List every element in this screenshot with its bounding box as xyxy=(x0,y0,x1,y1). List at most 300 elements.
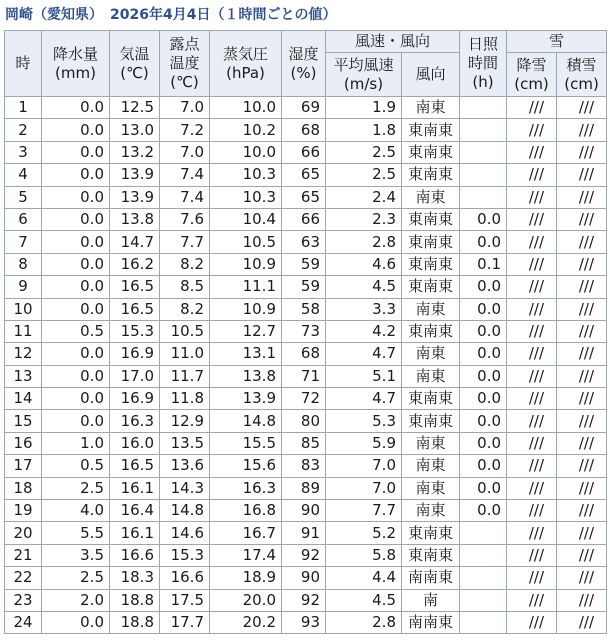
table-row xyxy=(5,522,607,544)
sunshine-cell xyxy=(460,119,507,141)
table-row xyxy=(5,253,607,275)
dewpoint-cell: 12.9 xyxy=(160,410,210,432)
precip-cell: 2.5 xyxy=(42,477,110,499)
wind-speed-cell: 4.6 xyxy=(326,253,402,275)
dewpoint-cell: 13.5 xyxy=(160,432,210,454)
table-row xyxy=(5,611,607,633)
wind-direction-cell: 南東 xyxy=(402,186,460,208)
precip-cell: 5.5 xyxy=(42,522,110,544)
hour-cell: 19 xyxy=(5,500,42,522)
sunshine-cell xyxy=(460,141,507,163)
snowfall-cell: /// xyxy=(507,141,557,163)
vapor-cell: 18.9 xyxy=(210,567,282,589)
hour-cell: 18 xyxy=(5,477,42,499)
snowfall-cell: /// xyxy=(507,276,557,298)
humidity-cell: 66 xyxy=(282,141,326,163)
hour-cell: 20 xyxy=(5,522,42,544)
humidity-cell: 65 xyxy=(282,186,326,208)
wind-speed-cell: 5.2 xyxy=(326,522,402,544)
snowfall-cell: /// xyxy=(507,298,557,320)
humidity-cell: 72 xyxy=(282,388,326,410)
vapor-cell: 10.2 xyxy=(210,119,282,141)
dewpoint-cell: 11.7 xyxy=(160,365,210,387)
humidity-cell: 65 xyxy=(282,164,326,186)
temp-cell: 12.5 xyxy=(110,97,160,119)
wind-speed-cell: 7.0 xyxy=(326,455,402,477)
wind-speed-cell: 1.9 xyxy=(326,97,402,119)
wind-direction-cell: 南 xyxy=(402,589,460,611)
table-row xyxy=(5,388,607,410)
sunshine-cell: 0.0 xyxy=(460,455,507,477)
humidity-cell: 59 xyxy=(282,253,326,275)
hour-cell: 13 xyxy=(5,365,42,387)
table-row xyxy=(5,97,607,119)
dewpoint-cell: 7.4 xyxy=(160,164,210,186)
header-hour: 時 xyxy=(5,31,42,97)
vapor-cell: 16.7 xyxy=(210,522,282,544)
wind-direction-cell: 南東 xyxy=(402,298,460,320)
precip-cell: 3.5 xyxy=(42,544,110,566)
snowfall-cell: /// xyxy=(507,365,557,387)
vapor-cell: 11.1 xyxy=(210,276,282,298)
wind-speed-cell: 4.4 xyxy=(326,567,402,589)
wind-speed-cell: 4.2 xyxy=(326,320,402,342)
header-snowfall: 降雪 (cm) xyxy=(507,53,557,97)
wind-direction-cell: 南東 xyxy=(402,365,460,387)
temp-cell: 14.7 xyxy=(110,231,160,253)
dewpoint-cell: 7.0 xyxy=(160,141,210,163)
vapor-cell: 10.0 xyxy=(210,97,282,119)
table-row xyxy=(5,477,607,499)
humidity-cell: 68 xyxy=(282,343,326,365)
temp-cell: 16.0 xyxy=(110,432,160,454)
humidity-cell: 90 xyxy=(282,500,326,522)
vapor-cell: 10.9 xyxy=(210,298,282,320)
wind-speed-cell: 5.3 xyxy=(326,410,402,432)
vapor-cell: 15.5 xyxy=(210,432,282,454)
table-row xyxy=(5,365,607,387)
vapor-cell: 10.9 xyxy=(210,253,282,275)
snow-depth-cell: /// xyxy=(557,231,607,253)
humidity-cell: 73 xyxy=(282,320,326,342)
temp-cell: 13.9 xyxy=(110,164,160,186)
temp-cell: 16.9 xyxy=(110,388,160,410)
precip-cell: 0.0 xyxy=(42,410,110,432)
vapor-cell: 10.4 xyxy=(210,208,282,230)
hour-cell: 22 xyxy=(5,567,42,589)
hour-cell: 14 xyxy=(5,388,42,410)
snow-depth-cell: /// xyxy=(557,365,607,387)
sunshine-cell: 0.0 xyxy=(460,231,507,253)
table-row xyxy=(5,500,607,522)
snowfall-cell: /// xyxy=(507,119,557,141)
table-row xyxy=(5,208,607,230)
snowfall-cell: /// xyxy=(507,522,557,544)
wind-speed-cell: 2.5 xyxy=(326,141,402,163)
snowfall-cell: /// xyxy=(507,455,557,477)
snowfall-cell: /// xyxy=(507,477,557,499)
snowfall-cell: /// xyxy=(507,544,557,566)
precip-cell: 0.0 xyxy=(42,298,110,320)
dewpoint-cell: 16.6 xyxy=(160,567,210,589)
table-row xyxy=(5,231,607,253)
humidity-cell: 89 xyxy=(282,477,326,499)
wind-speed-cell: 4.5 xyxy=(326,276,402,298)
header-vapor: 蒸気圧 (hPa) xyxy=(210,31,282,97)
vapor-cell: 10.3 xyxy=(210,164,282,186)
sunshine-cell: 0.0 xyxy=(460,432,507,454)
sunshine-cell: 0.1 xyxy=(460,253,507,275)
dewpoint-cell: 7.2 xyxy=(160,119,210,141)
snow-depth-cell: /// xyxy=(557,253,607,275)
sunshine-cell xyxy=(460,522,507,544)
dewpoint-cell: 7.6 xyxy=(160,208,210,230)
sunshine-cell: 0.0 xyxy=(460,208,507,230)
header-snow: 雪 xyxy=(507,31,607,53)
hour-cell: 12 xyxy=(5,343,42,365)
precip-cell: 2.0 xyxy=(42,589,110,611)
snow-depth-cell: /// xyxy=(557,320,607,342)
wind-direction-cell: 東南東 xyxy=(402,522,460,544)
wind-speed-cell: 1.8 xyxy=(326,119,402,141)
wind-direction-cell: 南東 xyxy=(402,432,460,454)
temp-cell: 16.5 xyxy=(110,455,160,477)
dewpoint-cell: 15.3 xyxy=(160,544,210,566)
snow-depth-cell: /// xyxy=(557,410,607,432)
hour-cell: 7 xyxy=(5,231,42,253)
table-row xyxy=(5,567,607,589)
temp-cell: 16.3 xyxy=(110,410,160,432)
wind-direction-cell: 南東 xyxy=(402,343,460,365)
header-wind: 風速・風向 xyxy=(326,31,460,53)
temp-cell: 16.6 xyxy=(110,544,160,566)
sunshine-cell xyxy=(460,97,507,119)
snowfall-cell: /// xyxy=(507,589,557,611)
sunshine-cell: 0.0 xyxy=(460,410,507,432)
wind-speed-cell: 2.8 xyxy=(326,611,402,633)
snow-depth-cell: /// xyxy=(557,522,607,544)
table-row xyxy=(5,544,607,566)
snowfall-cell: /// xyxy=(507,410,557,432)
table-row xyxy=(5,119,607,141)
table-row xyxy=(5,455,607,477)
snow-depth-cell: /// xyxy=(557,164,607,186)
dewpoint-cell: 11.0 xyxy=(160,343,210,365)
dewpoint-cell: 8.2 xyxy=(160,253,210,275)
vapor-cell: 20.2 xyxy=(210,611,282,633)
wind-direction-cell: 南南東 xyxy=(402,611,460,633)
humidity-cell: 93 xyxy=(282,611,326,633)
dewpoint-cell: 17.7 xyxy=(160,611,210,633)
precip-cell: 0.0 xyxy=(42,119,110,141)
sunshine-cell xyxy=(460,544,507,566)
humidity-cell: 59 xyxy=(282,276,326,298)
snow-depth-cell: /// xyxy=(557,477,607,499)
wind-direction-cell: 東南東 xyxy=(402,231,460,253)
snow-depth-cell: /// xyxy=(557,611,607,633)
table-row xyxy=(5,164,607,186)
precip-cell: 0.0 xyxy=(42,365,110,387)
vapor-cell: 15.6 xyxy=(210,455,282,477)
vapor-cell: 14.8 xyxy=(210,410,282,432)
humidity-cell: 69 xyxy=(282,97,326,119)
table-row xyxy=(5,432,607,454)
dewpoint-cell: 7.4 xyxy=(160,186,210,208)
dewpoint-cell: 7.0 xyxy=(160,97,210,119)
wind-direction-cell: 東南東 xyxy=(402,276,460,298)
wind-direction-cell: 東南東 xyxy=(402,208,460,230)
wind-direction-cell: 東南東 xyxy=(402,164,460,186)
temp-cell: 16.2 xyxy=(110,253,160,275)
dewpoint-cell: 14.6 xyxy=(160,522,210,544)
hour-cell: 17 xyxy=(5,455,42,477)
precip-cell: 0.0 xyxy=(42,276,110,298)
precip-cell: 1.0 xyxy=(42,432,110,454)
humidity-cell: 71 xyxy=(282,365,326,387)
humidity-cell: 92 xyxy=(282,544,326,566)
snow-depth-cell: /// xyxy=(557,589,607,611)
hour-cell: 6 xyxy=(5,208,42,230)
header-temp: 気温 (℃) xyxy=(110,31,160,97)
sunshine-cell: 0.0 xyxy=(460,320,507,342)
table-row xyxy=(5,410,607,432)
snow-depth-cell: /// xyxy=(557,208,607,230)
header-sunshine: 日照 時間 (h) xyxy=(460,31,507,97)
wind-direction-cell: 東南東 xyxy=(402,119,460,141)
snowfall-cell: /// xyxy=(507,343,557,365)
snowfall-cell: /// xyxy=(507,164,557,186)
hour-cell: 3 xyxy=(5,141,42,163)
page-title: 岡崎（愛知県） 2026年4月4日（１時間ごとの値） xyxy=(5,7,337,23)
wind-direction-cell: 南東 xyxy=(402,97,460,119)
temp-cell: 17.0 xyxy=(110,365,160,387)
hour-cell: 23 xyxy=(5,589,42,611)
hour-cell: 16 xyxy=(5,432,42,454)
humidity-cell: 91 xyxy=(282,522,326,544)
snow-depth-cell: /// xyxy=(557,119,607,141)
precip-cell: 0.0 xyxy=(42,253,110,275)
snowfall-cell: /// xyxy=(507,432,557,454)
hour-cell: 15 xyxy=(5,410,42,432)
hour-cell: 9 xyxy=(5,276,42,298)
precip-cell: 0.0 xyxy=(42,164,110,186)
humidity-cell: 92 xyxy=(282,589,326,611)
dewpoint-cell: 11.8 xyxy=(160,388,210,410)
precip-cell: 0.0 xyxy=(42,208,110,230)
precip-cell: 0.0 xyxy=(42,611,110,633)
sunshine-cell: 0.0 xyxy=(460,500,507,522)
humidity-cell: 58 xyxy=(282,298,326,320)
wind-speed-cell: 2.3 xyxy=(326,208,402,230)
snow-depth-cell: /// xyxy=(557,141,607,163)
hour-cell: 5 xyxy=(5,186,42,208)
table-body xyxy=(5,97,607,634)
sunshine-cell: 0.0 xyxy=(460,365,507,387)
vapor-cell: 10.5 xyxy=(210,231,282,253)
humidity-cell: 68 xyxy=(282,119,326,141)
header-dewpoint: 露点 温度 (℃) xyxy=(160,31,210,97)
header-precip: 降水量 (mm) xyxy=(42,31,110,97)
temp-cell: 16.1 xyxy=(110,477,160,499)
table-row xyxy=(5,186,607,208)
snowfall-cell: /// xyxy=(507,611,557,633)
vapor-cell: 20.0 xyxy=(210,589,282,611)
precip-cell: 0.5 xyxy=(42,455,110,477)
wind-direction-cell: 南東 xyxy=(402,477,460,499)
precip-cell: 0.0 xyxy=(42,186,110,208)
sunshine-cell xyxy=(460,567,507,589)
temp-cell: 13.0 xyxy=(110,119,160,141)
precip-cell: 0.0 xyxy=(42,97,110,119)
vapor-cell: 13.9 xyxy=(210,388,282,410)
snow-depth-cell: /// xyxy=(557,276,607,298)
hour-cell: 21 xyxy=(5,544,42,566)
wind-speed-cell: 5.1 xyxy=(326,365,402,387)
sunshine-cell: 0.0 xyxy=(460,388,507,410)
header-wind-speed: 平均風速 (m/s) xyxy=(326,53,402,97)
sunshine-cell xyxy=(460,164,507,186)
sunshine-cell xyxy=(460,186,507,208)
wind-direction-cell: 東南東 xyxy=(402,320,460,342)
snow-depth-cell: /// xyxy=(557,186,607,208)
precip-cell: 0.0 xyxy=(42,141,110,163)
vapor-cell: 10.3 xyxy=(210,186,282,208)
temp-cell: 18.3 xyxy=(110,567,160,589)
snow-depth-cell: /// xyxy=(557,343,607,365)
dewpoint-cell: 8.5 xyxy=(160,276,210,298)
dewpoint-cell: 17.5 xyxy=(160,589,210,611)
snowfall-cell: /// xyxy=(507,186,557,208)
temp-cell: 16.5 xyxy=(110,298,160,320)
humidity-cell: 83 xyxy=(282,455,326,477)
temp-cell: 15.3 xyxy=(110,320,160,342)
table-row xyxy=(5,343,607,365)
vapor-cell: 16.8 xyxy=(210,500,282,522)
vapor-cell: 13.1 xyxy=(210,343,282,365)
sunshine-cell: 0.0 xyxy=(460,343,507,365)
header-humidity: 湿度 (%) xyxy=(282,31,326,97)
wind-direction-cell: 南南東 xyxy=(402,567,460,589)
wind-speed-cell: 2.4 xyxy=(326,186,402,208)
wind-speed-cell: 4.5 xyxy=(326,589,402,611)
snow-depth-cell: /// xyxy=(557,298,607,320)
sunshine-cell xyxy=(460,589,507,611)
wind-speed-cell: 2.8 xyxy=(326,231,402,253)
temp-cell: 13.8 xyxy=(110,208,160,230)
snowfall-cell: /// xyxy=(507,567,557,589)
wind-speed-cell: 2.5 xyxy=(326,164,402,186)
sunshine-cell: 0.0 xyxy=(460,276,507,298)
snow-depth-cell: /// xyxy=(557,388,607,410)
table-row xyxy=(5,589,607,611)
wind-speed-cell: 4.7 xyxy=(326,388,402,410)
snow-depth-cell: /// xyxy=(557,567,607,589)
sunshine-cell: 0.0 xyxy=(460,477,507,499)
vapor-cell: 16.3 xyxy=(210,477,282,499)
vapor-cell: 12.7 xyxy=(210,320,282,342)
vapor-cell: 17.4 xyxy=(210,544,282,566)
snow-depth-cell: /// xyxy=(557,455,607,477)
snowfall-cell: /// xyxy=(507,388,557,410)
vapor-cell: 13.8 xyxy=(210,365,282,387)
hour-cell: 4 xyxy=(5,164,42,186)
wind-speed-cell: 3.3 xyxy=(326,298,402,320)
dewpoint-cell: 13.6 xyxy=(160,455,210,477)
precip-cell: 0.0 xyxy=(42,388,110,410)
snow-depth-cell: /// xyxy=(557,500,607,522)
precip-cell: 2.5 xyxy=(42,567,110,589)
dewpoint-cell: 14.8 xyxy=(160,500,210,522)
hour-cell: 2 xyxy=(5,119,42,141)
weather-table xyxy=(4,30,607,634)
wind-speed-cell: 7.7 xyxy=(326,500,402,522)
snowfall-cell: /// xyxy=(507,320,557,342)
snowfall-cell: /// xyxy=(507,500,557,522)
vapor-cell: 10.0 xyxy=(210,141,282,163)
humidity-cell: 85 xyxy=(282,432,326,454)
hour-cell: 11 xyxy=(5,320,42,342)
header-snow-depth: 積雪 (cm) xyxy=(557,53,607,97)
dewpoint-cell: 7.7 xyxy=(160,231,210,253)
dewpoint-cell: 10.5 xyxy=(160,320,210,342)
precip-cell: 0.5 xyxy=(42,320,110,342)
wind-direction-cell: 南東 xyxy=(402,455,460,477)
snowfall-cell: /// xyxy=(507,253,557,275)
wind-direction-cell: 東南東 xyxy=(402,410,460,432)
table-row xyxy=(5,298,607,320)
wind-direction-cell: 東南東 xyxy=(402,544,460,566)
snowfall-cell: /// xyxy=(507,97,557,119)
temp-cell: 16.5 xyxy=(110,276,160,298)
wind-speed-cell: 5.9 xyxy=(326,432,402,454)
hour-cell: 10 xyxy=(5,298,42,320)
snow-depth-cell: /// xyxy=(557,97,607,119)
precip-cell: 0.0 xyxy=(42,343,110,365)
dewpoint-cell: 8.2 xyxy=(160,298,210,320)
table-row xyxy=(5,276,607,298)
temp-cell: 13.9 xyxy=(110,186,160,208)
sunshine-cell: 0.0 xyxy=(460,298,507,320)
temp-cell: 18.8 xyxy=(110,611,160,633)
wind-speed-cell: 7.0 xyxy=(326,477,402,499)
hour-cell: 8 xyxy=(5,253,42,275)
table-row xyxy=(5,320,607,342)
sunshine-cell xyxy=(460,611,507,633)
header-wind-direction: 風向 xyxy=(402,53,460,97)
snow-depth-cell: /// xyxy=(557,544,607,566)
snowfall-cell: /// xyxy=(507,231,557,253)
wind-direction-cell: 東南東 xyxy=(402,388,460,410)
temp-cell: 13.2 xyxy=(110,141,160,163)
wind-speed-cell: 4.7 xyxy=(326,343,402,365)
wind-direction-cell: 南東 xyxy=(402,500,460,522)
humidity-cell: 90 xyxy=(282,567,326,589)
hour-cell: 1 xyxy=(5,97,42,119)
humidity-cell: 80 xyxy=(282,410,326,432)
table-row xyxy=(5,141,607,163)
hour-cell: 24 xyxy=(5,611,42,633)
humidity-cell: 63 xyxy=(282,231,326,253)
temp-cell: 18.8 xyxy=(110,589,160,611)
temp-cell: 16.1 xyxy=(110,522,160,544)
dewpoint-cell: 14.3 xyxy=(160,477,210,499)
wind-direction-cell: 東南東 xyxy=(402,141,460,163)
wind-direction-cell: 東南東 xyxy=(402,253,460,275)
snowfall-cell: /// xyxy=(507,208,557,230)
snow-depth-cell: /// xyxy=(557,432,607,454)
temp-cell: 16.9 xyxy=(110,343,160,365)
temp-cell: 16.4 xyxy=(110,500,160,522)
